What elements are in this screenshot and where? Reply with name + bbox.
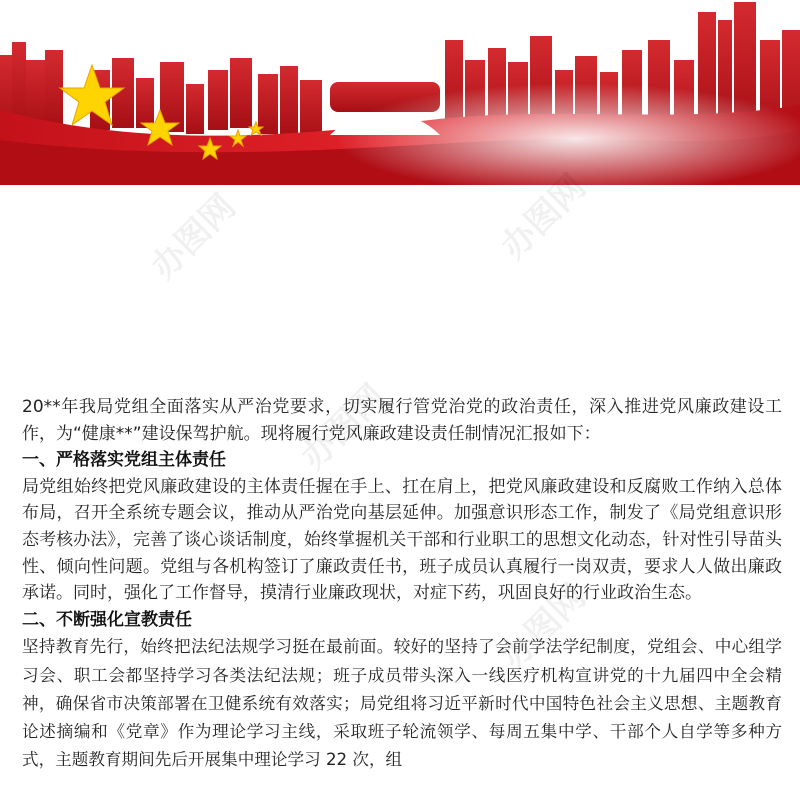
watermark: 办图网 [493,166,594,268]
section2-paragraph: 坚持教育先行，始终把法纪法规学习挺在最前面。较好的坚持了会前学法学纪制度，党组会、中心组学习会、职工会都坚持学习各类法纪法规；班子成员带头深入一线医疗机构宣讲党的十九届四中全会精神，确保省市决策部署在卫健系统有效落实；局党组将习近平新时代中国特色社会主义思想、主题教育论述摘编和《党章》作为理论学习主线，采取班子轮流领学、每周五集中学、干部个人自学等多种方式，主题教育期间先后开展集中理论学习 22 次，组 [22,637,782,770]
section1-paragraph: 局党组始终把党风廉政建设的主体责任握在手上、扛在肩上，把党风廉政建设和反腐败工作纳入总体布局，召开全系统专题会议，推动从严治党向基层延伸。加强意识形态工作，制发了《局党组意识形态考核办法》，完善了谈心谈话制度，始终掌握机关干部和行业职工的思想文化动态，针对性引导苗头性、倾向性问题。党组与各机构签订了廉政责任书，班子成员认真履行一岗双责，要求人人做出廉政承诺。同时，强化了工作督导，摸清行业廉政现状，对症下药，巩固良好的行业政治生态。 [22,476,782,604]
city-skyline-banner [0,0,800,185]
section1-heading: 一、严格落实党组主体责任 [22,450,226,471]
watermark: 办图网 [293,376,394,478]
section2-heading: 二、不断强化宣教责任 [22,609,192,630]
header-banner [0,0,800,185]
watermark: 办图网 [143,186,244,288]
watermark: 办图网 [493,576,594,678]
document-body [22,394,782,774]
intro-paragraph: 20**年我局党组全面落实从严治党要求，切实履行管党治党的政治责任，深入推进党风廉政建设工作，为“健康**”建设保驾护航。现将履行党风廉政建设责任制情况汇报如下： [22,397,782,444]
